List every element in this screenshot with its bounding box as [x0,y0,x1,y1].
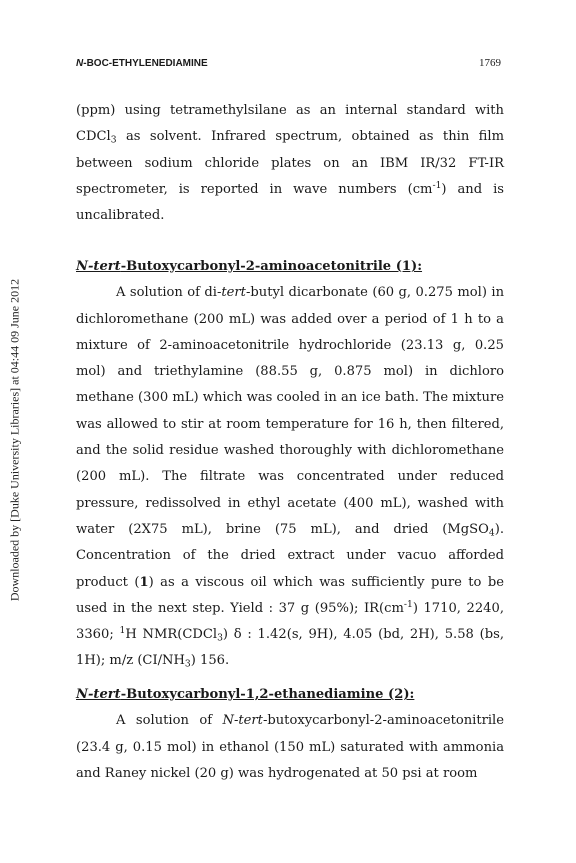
section-1-heading-text: -Butoxycarbonyl-2-aminoacetonitrile (1): [120,259,423,274]
section-1-paragraph [76,280,504,674]
section-2 [76,682,504,787]
download-watermark-text: Downloaded by [Duke University Libraries] at 04:44 09 June 2012 [7,278,22,602]
s1-sup-2: 1 [119,625,126,637]
s1-text-b: -butyl dicarbonate (60 g, 0.275 mol) in dichloromethane (200 mL) was added over a period of 1 h to a mixture of 2-aminoacetonitrile hydrochloride (23.13 g, 0.25 mol) and triethylamine (88.55 g, 0.875 mol) in dichloro methane (300 mL) which was cooled in an ice bath. The mixture was allowed to stir at room temperature for 16 h, then filtered, and the solid residue washed thoroughly with dichloromethane (200 mL). The filtrate was concentrated under reduced pressure, redissolved in ethyl acetate (400 mL), washed with water (2X75 mL), brine (75 mL), and dried (MgSO [76,285,504,537]
s2-text-a: A solution of [116,713,223,729]
page-number: 1769 [479,57,501,69]
s1-sub-1: 4 [488,527,495,539]
running-head-italic-prefix: N [76,58,84,69]
section-2-heading-italic: N-tert [76,687,121,702]
s1-text-e: ) 1710, 2240, 3360; [76,600,504,643]
download-watermark [6,200,24,680]
section-2-heading-text: -Butoxycarbonyl-1,2-ethanediamine (2): [120,687,415,702]
running-head-title [76,58,208,69]
section-2-paragraph [76,708,504,787]
section-1-heading-italic: N-tert [76,259,121,274]
s1-text-d: ) as a viscous oil which was sufficiently pure to be used in the next step. Yield : 37 g (95%); IR(cm [76,574,504,616]
s1-text-h: ) 156. [190,653,230,669]
s1-text-g: ) δ : 1.42(s, 9H), 4.05 (bd, 2H), 5.58 (bs, 1H); m/z (CI/NH [76,627,504,669]
s1-text-a: A solution of di- [116,285,222,301]
intro-paragraph [76,98,504,229]
intro-superscript: -1 [432,179,442,191]
intro-text-c: ) and is uncalibrated. [76,181,504,224]
s1-compound-number: 1 [139,574,149,590]
s2-text-b: -butoxycarbonyl-2-aminoacetonitrile (23.4 g, 0.15 mol) in ethanol (150 mL) saturated with ammonia and Raney nickel (20 g) was hydrogenated at 50 psi at room [76,713,504,781]
intro-block [76,98,504,229]
s2-italic: N-tert [222,713,263,729]
intro-subscript: 3 [110,134,117,146]
s1-text-c: ). Concentration of the dried extract under vacuo afforded product ( [76,521,504,590]
s1-sup-1: -1 [403,598,413,610]
s1-italic: tert [221,285,246,301]
section-1-heading [76,254,504,280]
s1-sub-2: 3 [217,632,223,644]
running-head [76,57,501,77]
intro-text-b: as solvent. Infrared spectrum, obtained as thin film between sodium chloride plates on an IBM IR/32 FT-IR spectrometer, is reported in wave numbers (cm [76,129,504,197]
intro-text-a: (ppm) using tetramethylsilane as an internal standard with CDCl [76,103,504,145]
running-head-title-text: -BOC-ETHYLENEDIAMINE [83,58,208,69]
s1-text-f: H NMR(CDCl [125,627,218,643]
s1-sub-3: 3 [184,658,191,670]
section-1 [76,254,504,675]
section-2-heading [76,682,504,708]
